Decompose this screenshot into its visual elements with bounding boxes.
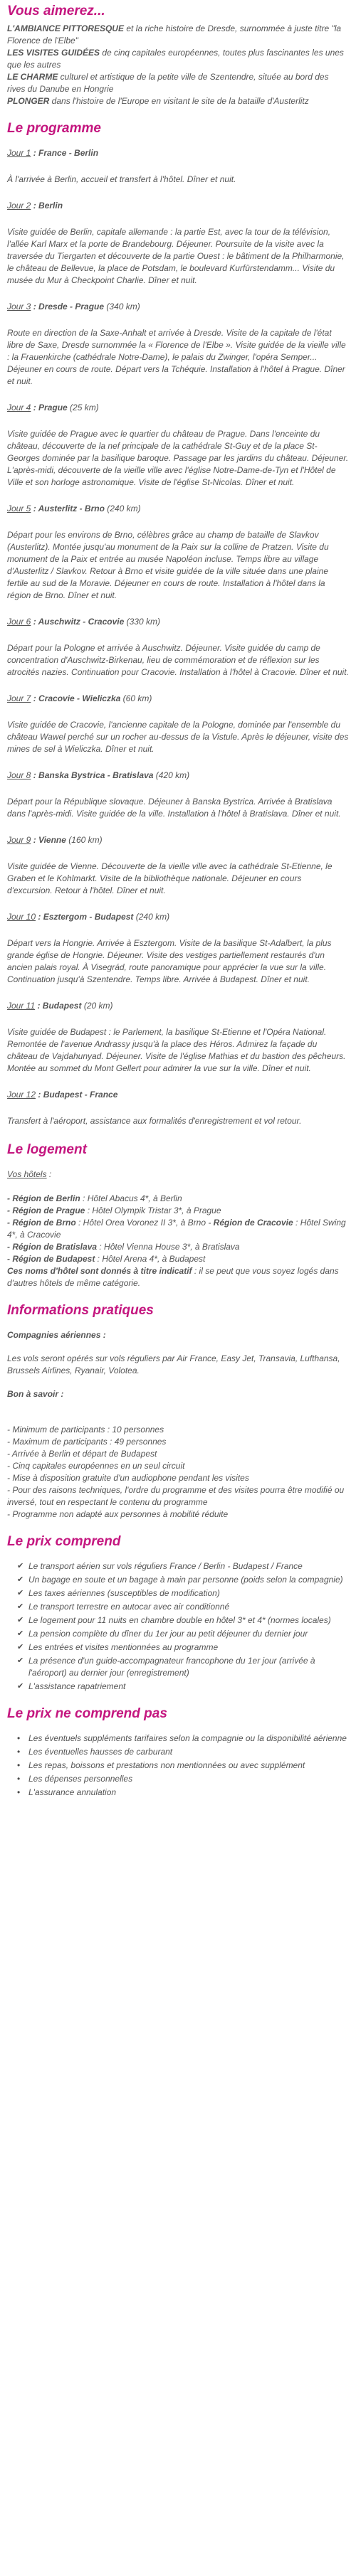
day-heading: : Cracovie - Wieliczka xyxy=(31,693,121,703)
hotel-item: - Région de Berlin : Hôtel Abacus 4*, à Berlin xyxy=(7,1193,182,1203)
prix-item-text: L'assistance rapatriement xyxy=(28,1681,126,1691)
prix-comprend-list xyxy=(7,1560,349,1693)
prix-item xyxy=(17,1628,349,1640)
prix-item-text: Le logement pour 11 nuits en chambre double en hôtel 3* et 4* (normes locales) xyxy=(28,1615,331,1625)
day-heading: : Banska Bystrica - Bratislava xyxy=(31,770,154,780)
prix-item xyxy=(17,1601,349,1613)
prix-non-item-text: L'assurance annulation xyxy=(28,1787,117,1797)
companies-text: Les vols seront opérés sur vols réguliers par Air France, Easy Jet, Transavia, Lufthansa, Brussels Airlines, Ryanair, Volotea. xyxy=(7,1353,340,1375)
prix-item xyxy=(17,1587,349,1600)
checkmark-icon: ✔ xyxy=(17,1589,24,1597)
prix-non-item-text: Les repas, boissons et prestations non mentionnées ou avec supplément xyxy=(28,1760,305,1770)
checkmark-icon: ✔ xyxy=(17,1616,24,1624)
day-description: Départ pour la Pologne et arrivée à Auschwitz. Déjeuner. Visite guidée du camp de concentration d'Auschwitz-Birkenau, lieu de commémoration et de réflexion sur les atrocités nazies. Continuation pour Cracovie. Installation à l'hôtel à Cracovie. Dîner et nuit. xyxy=(7,643,349,677)
highlight-item: PLONGER dans l'histoire de l'Europe en visitant le site de la bataille d'Austerlitz xyxy=(7,96,309,106)
day-description: Visite guidée de Cracovie, l'ancienne capitale de la Pologne, dominée par l'ensemble du château Wawel perché sur un rocher au-dessus de la Vistule. Après le déjeuner, visite des mines de sel à Wieliczka. Dîner et nuit. xyxy=(7,720,349,754)
prix-non-item xyxy=(17,1760,349,1772)
checkmark-icon: ✔ xyxy=(17,1575,24,1584)
bon-a-savoir-item: - Pour des raisons techniques, l'ordre du programme et des visites pourra être modifié ou inversé, tout en respectant le contenu du programme xyxy=(7,1485,345,1507)
day-heading: : France - Berlin xyxy=(31,148,99,158)
day-title xyxy=(7,301,349,313)
prix-item-text: La présence d'un guide-accompagnateur francophone du 1er jour (arrivée à l'aéroport) au dernier jour (enregistrement) xyxy=(28,1656,315,1678)
prix-item-text: La pension complète du dîner du 1er jour au petit déjeuner du dernier jour xyxy=(28,1629,308,1639)
bon-a-savoir-item: - Mise à disposition gratuite d'un audiophone pendant les visites xyxy=(7,1473,249,1483)
section-title-prix-non: Le prix ne comprend pas xyxy=(7,1706,167,1721)
bullet-icon: • xyxy=(17,1787,21,1797)
prix-non-item-text: Les éventuels suppléments tarifaires selon la compagnie ou la disponibilité aérienne xyxy=(28,1733,347,1743)
bon-a-savoir-item: - Arrivée à Berlin et départ de Budapest xyxy=(7,1449,157,1459)
prix-item-text: Un bagage en soute et un bagage à main par personne (poids selon la compagnie) xyxy=(28,1575,343,1585)
hotel-note: Ces noms d'hôtel sont donnés à titre indicatif : il se peut que vous soyez logés dans d'autres hôtels de même catégorie. xyxy=(7,1266,339,1288)
day-description: Visite guidée de Berlin, capitale allemande : la partie Est, avec la tour de la télévision, l'allée Karl Marx et la porte de Brandebourg. Déjeuner. Poursuite de la visite avec la traversée du Tiergarten et découverte de la partie Ouest : le bâtiment de la Philharmonie, le château de Bellevue, la place de Potsdam, le boulevard Kurfürstendamm... Visite du musée du Mur à Checkpoint Charlie. Dîner et nuit. xyxy=(7,227,345,285)
day-heading: : Austerlitz - Brno xyxy=(31,504,105,513)
day-heading: : Vienne xyxy=(31,835,66,845)
day-description: Visite guidée de Vienne. Découverte de la vieille ville avec la cathédrale St-Etienne, le Graben et le Kohlmarkt. Visite de la bibliothèque nationale. Déjeuner en cours d'excursion. Retour à l'hôtel. Dîner et nuit. xyxy=(7,861,333,895)
bon-a-savoir-label: Bon à savoir : xyxy=(7,1389,64,1399)
day-label: Jour 1 xyxy=(7,148,31,158)
checkmark-icon: ✔ xyxy=(17,1682,24,1691)
day-distance: (420 km) xyxy=(153,770,190,780)
day-description: Route en direction de la Saxe-Anhalt et arrivée à Dresde. Visite de la capitale de l'état libre de Saxe, Dresde surnommée la « Florence de l'Elbe ». Visite guidée de la vieille ville : la Frauenkirche (cathédrale Notre-Dame), le palais du Zwinger, l'opéra Semper... Déjeuner en cours de route. Départ vers la Tchéquie. Installation à l'hôtel à Prague. Dîner et nuit. xyxy=(7,328,346,386)
day-label: Jour 6 xyxy=(7,617,31,627)
day-label: Jour 7 xyxy=(7,693,31,703)
day-title xyxy=(7,147,349,159)
day-title xyxy=(7,693,349,705)
day-label: Jour 9 xyxy=(7,835,31,845)
bullet-icon: • xyxy=(17,1774,21,1784)
checkmark-icon: ✔ xyxy=(17,1629,24,1638)
day-distance: (25 km) xyxy=(67,403,99,413)
prix-item xyxy=(17,1614,349,1627)
day-label: Jour 3 xyxy=(7,302,31,312)
section-title-logement: Le logement xyxy=(7,1142,87,1157)
bullet-icon: • xyxy=(17,1733,21,1743)
bon-a-savoir-item: - Minimum de participants : 10 personnes xyxy=(7,1425,164,1435)
companies-label: Compagnies aériennes : xyxy=(7,1330,106,1340)
day-label: Jour 2 xyxy=(7,201,31,211)
prix-non-item-text: Les éventuelles hausses de carburant xyxy=(28,1747,173,1757)
bon-a-savoir-item: - Programme non adapté aux personnes à mobilité réduite xyxy=(7,1509,229,1519)
day-description: Visite guidée de Budapest : le Parlement, la basilique St-Etienne et l'Opéra National. Remontée de l'avenue Andrassy jusqu'à la place des Héros. Admirez la façade du château de Vajdahunyad. Déjeuner. Visite de l'église Mathias et du bastion des pêcheurs. Montée au sommet du Mont Gellert pour admirer la vue sur la ville. Dîner et nuit. xyxy=(7,1027,346,1073)
prix-non-comprend-list xyxy=(7,1733,349,1799)
prix-item-text: Le transport aérien sur vols réguliers France / Berlin - Budapest / France xyxy=(28,1561,303,1571)
day-title xyxy=(7,200,349,212)
day-title xyxy=(7,911,349,923)
checkmark-icon: ✔ xyxy=(17,1602,24,1611)
bon-a-savoir-list xyxy=(7,1424,349,1521)
section-title-vous-aimerez: Vous aimerez... xyxy=(7,4,105,18)
day-description: Départ pour la République slovaque. Déjeuner à Banska Bystrica. Arrivée à Bratislava dans l'après-midi. Visite guidée de la ville. Installation à l'hôtel à Bratislava. Dîner et nuit. xyxy=(7,797,341,819)
day-label: Jour 11 xyxy=(7,1001,36,1011)
prix-item xyxy=(17,1681,349,1693)
day-title xyxy=(7,770,349,782)
section-title-prix: Le prix comprend xyxy=(7,1534,121,1549)
prix-item-text: Les entrées et visites mentionnées au programme xyxy=(28,1642,219,1652)
prix-non-item xyxy=(17,1787,349,1799)
prix-item xyxy=(17,1641,349,1654)
highlight-item: LE CHARME culturel et artistique de la petite ville de Szentendre, située au bord des rives du Danube en Hongrie xyxy=(7,72,329,94)
prix-item-text: Le transport terrestre en autocar avec air conditionné xyxy=(28,1602,230,1612)
checkmark-icon: ✔ xyxy=(17,1656,24,1665)
prix-item-text: Les taxes aériennes (susceptibles de modification) xyxy=(28,1588,220,1598)
day-title xyxy=(7,834,349,846)
prix-non-item xyxy=(17,1733,349,1745)
hotel-item: - Région de Brno : Hôtel Orea Voronez II 3*, à Brno - Région de Cracovie : Hôtel Swing 4*, à Cracovie xyxy=(7,1218,346,1240)
day-distance: (20 km) xyxy=(81,1001,113,1011)
highlight-item: L'AMBIANCE PITTORESQUE et la riche histoire de Dresde, surnommée à juste titre "la Florence de l'Elbe" xyxy=(7,23,342,46)
prix-item xyxy=(17,1574,349,1586)
day-title xyxy=(7,616,349,628)
day-distance: (60 km) xyxy=(120,693,152,703)
highlight-item: LES VISITES GUIDÉES de cinq capitales européennes, toutes plus fascinantes les unes que les autres xyxy=(7,48,344,70)
hotels-subtitle: Vos hôtels : xyxy=(7,1169,52,1179)
day-heading: : Dresde - Prague xyxy=(31,302,105,312)
bon-a-savoir-item: - Cinq capitales européennes en un seul circuit xyxy=(7,1461,185,1471)
day-heading: : Berlin xyxy=(31,201,63,211)
day-label: Jour 4 xyxy=(7,403,31,413)
highlights xyxy=(7,23,349,107)
day-heading: : Budapest xyxy=(35,1001,82,1011)
day-title xyxy=(7,1089,349,1101)
day-heading: : Esztergom - Budapest xyxy=(36,912,134,922)
bullet-icon: • xyxy=(17,1747,21,1757)
bullet-icon: • xyxy=(17,1760,21,1770)
programme-days xyxy=(7,147,349,1127)
day-heading: : Auschwitz - Cracovie xyxy=(31,617,125,627)
checkmark-icon: ✔ xyxy=(17,1643,24,1651)
checkmark-icon: ✔ xyxy=(17,1562,24,1570)
prix-item xyxy=(17,1560,349,1572)
hotel-item: - Région de Bratislava : Hôtel Vienna House 3*, à Bratislava xyxy=(7,1242,240,1252)
day-title xyxy=(7,503,349,515)
section-title-programme: Le programme xyxy=(7,121,101,136)
hotel-item: - Région de Budapest : Hôtel Arena 4*, à Budapest xyxy=(7,1254,206,1264)
prix-item xyxy=(17,1655,349,1679)
day-distance: (330 km) xyxy=(124,617,160,627)
day-description: À l'arrivée à Berlin, accueil et transfert à l'hôtel. Dîner et nuit. xyxy=(7,174,236,184)
day-description: Départ vers la Hongrie. Arrivée à Esztergom. Visite de la basilique St-Adalbert, la plus grande église de Hongrie. Déjeuner. Visite des vestiges partiellement restaurés d'un ancien palais royal. À Visegrád, route panoramique pour apprécier la vue sur la ville. Continuation jusqu'à Szentendre. Temps libre. Arrivée à Budapest. Dîner et nuit. xyxy=(7,938,332,984)
day-label: Jour 8 xyxy=(7,770,31,780)
section-title-infos: Informations pratiques xyxy=(7,1303,154,1318)
day-label: Jour 10 xyxy=(7,912,36,922)
day-title xyxy=(7,402,349,414)
hotels-list xyxy=(7,1169,349,1289)
day-heading: : Prague xyxy=(31,403,68,413)
day-description: Départ pour les environs de Brno, célèbres grâce au champ de bataille de Slavkov (Austerlitz). Montée jusqu'au monument de la Paix sur la colline de Pratzen. Visite du monument de la Paix et entrée au musée Napoléon incluse. Temps libre au village d'Austerlitz / Slavkov. Retour à Brno et visite guidée de la ville située dans une plaine fertile au sud de la Moravie. Déjeuner en cours de route. Installation à l'hôtel dans la région de Brno. Dîner et nuit. xyxy=(7,530,329,600)
prix-non-item-text: Les dépenses personnelles xyxy=(28,1774,133,1784)
prix-non-item xyxy=(17,1773,349,1785)
prix-non-item xyxy=(17,1746,349,1758)
day-label: Jour 5 xyxy=(7,504,31,513)
day-title xyxy=(7,1000,349,1012)
day-description: Visite guidée de Prague avec le quartier du château de Prague. Dans l'enceinte du château, découverte de la nef principale de la cathédrale St-Guy et de la place St-Georges dominée par la basilique baroque. Passage par les jardins du château. Déjeuner. L'après-midi, découverte de la vieille ville avec l'église Notre-Dame-de-Tyn et l'Hôtel de Ville et son horloge astronomique. Visite de l'église St-Nicolas. Dîner et nuit. xyxy=(7,429,349,487)
day-label: Jour 12 xyxy=(7,1090,36,1100)
day-distance: (340 km) xyxy=(104,302,140,312)
day-heading: : Budapest - France xyxy=(36,1090,118,1100)
day-distance: (160 km) xyxy=(66,835,103,845)
hotel-item: - Région de Prague : Hôtel Olympik Tristar 3*, à Prague xyxy=(7,1205,221,1215)
day-distance: (240 km) xyxy=(133,912,170,922)
day-distance: (240 km) xyxy=(104,504,141,513)
day-description: Transfert à l'aéroport, assistance aux formalités d'enregistrement et vol retour. xyxy=(7,1116,302,1126)
bon-a-savoir-item: - Maximum de participants : 49 personnes xyxy=(7,1437,167,1447)
